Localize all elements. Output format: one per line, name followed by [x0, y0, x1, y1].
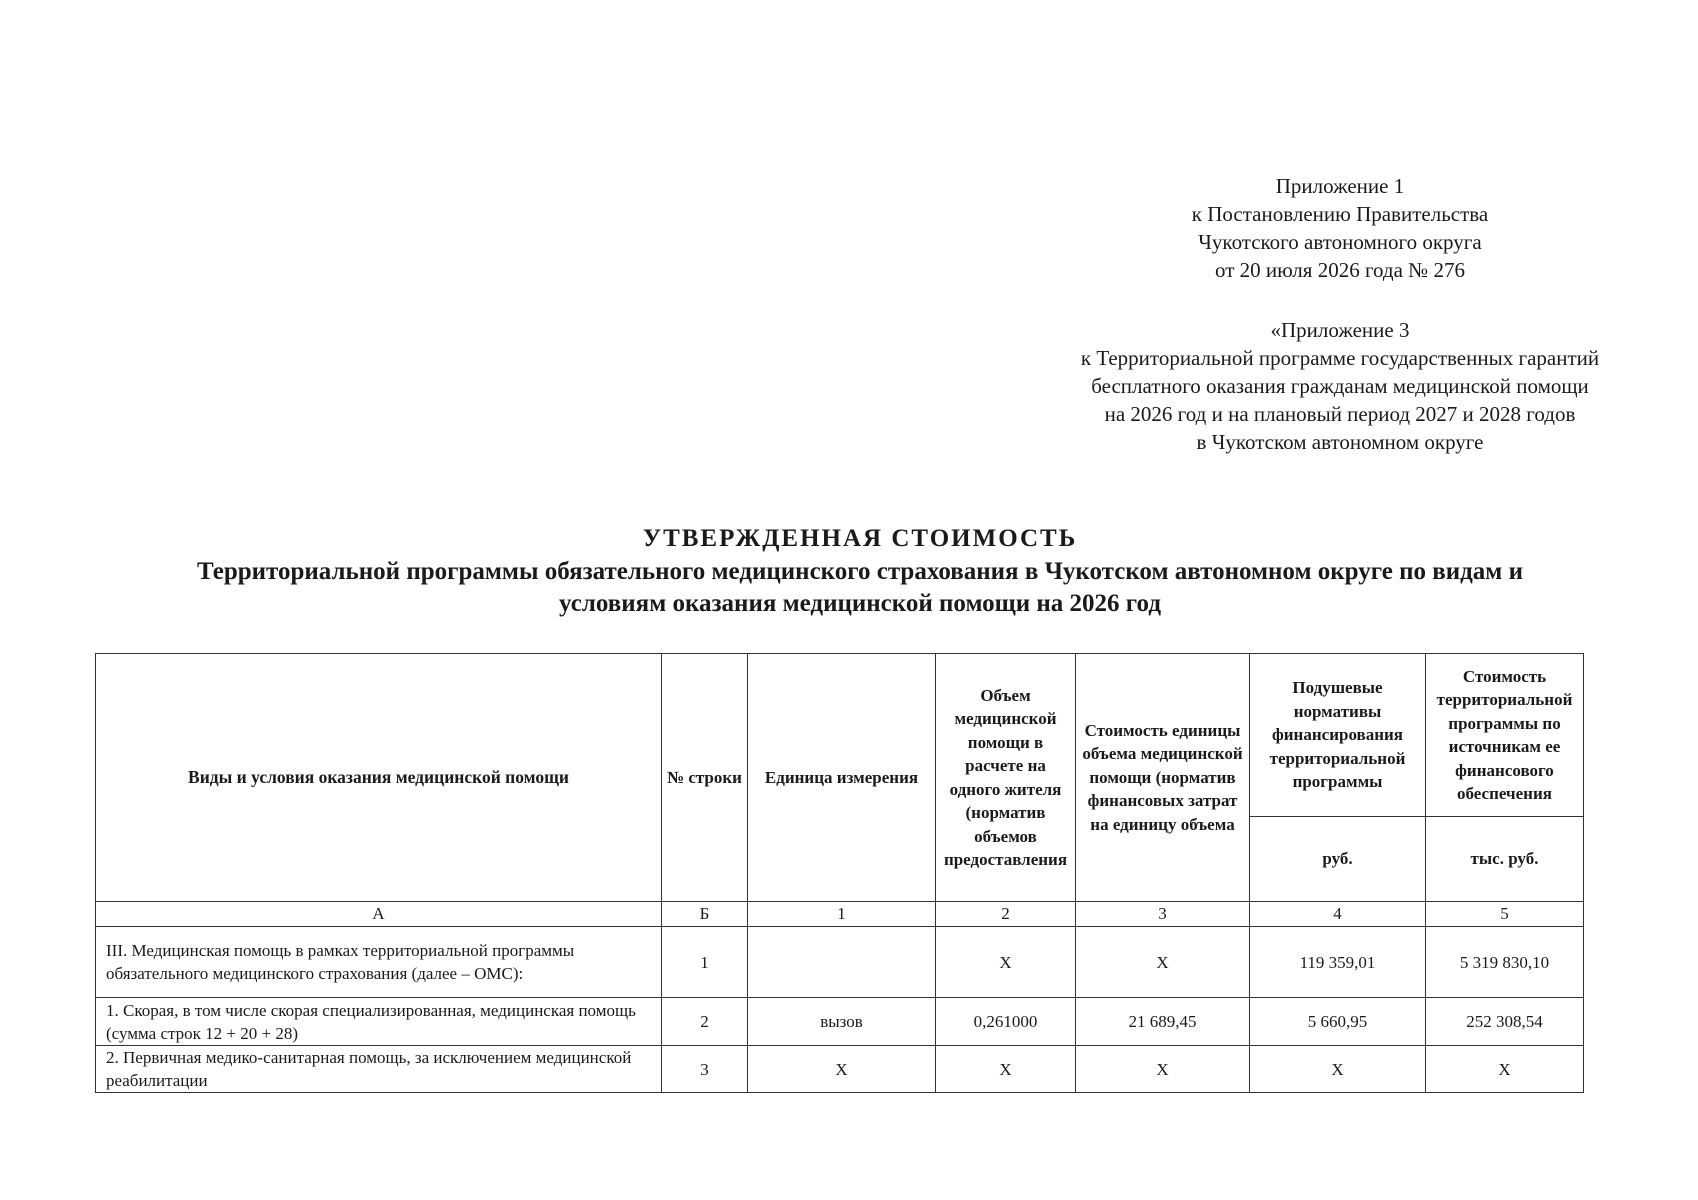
cell-volume: X	[936, 927, 1076, 998]
header-unit-cost: Стоимость единицы объема медицинской помощи (норматив финансовых затрат на единицу объема	[1076, 654, 1250, 902]
cell-total: X	[1426, 1046, 1584, 1093]
cell-name: 1. Скорая, в том числе скорая специализированная, медицинская помощь (сумма строк 12 + 20 + 28)	[96, 998, 662, 1046]
cell-name: 2. Первичная медико-санитарная помощь, за исключением медицинской реабилитации	[96, 1046, 662, 1093]
appendix-1-line: к Постановлению Правительства	[1191, 202, 1489, 226]
table-header-row	[96, 654, 1584, 817]
title-subtitle-line2: условиям оказания медицинской помощи на 2026 год	[559, 590, 1161, 617]
cell-row-number: 3	[662, 1046, 748, 1093]
table-row	[96, 1046, 1584, 1093]
column-index: Б	[662, 902, 748, 927]
appendix-1-line: Чукотского автономного округа	[1198, 230, 1482, 254]
cell-name: III. Медицинская помощь в рамках территориальной программы обязательного медицинского страхования (далее – ОМС):	[96, 927, 662, 998]
cell-per-capita: X	[1250, 1046, 1426, 1093]
cell-row-number: 1	[662, 927, 748, 998]
cell-volume: 0,261000	[936, 998, 1076, 1046]
cost-table	[95, 653, 1584, 1093]
header-name: Виды и условия оказания медицинской помощи	[96, 654, 662, 902]
cell-unit: вызов	[748, 998, 936, 1046]
table-row	[96, 998, 1584, 1046]
cell-total: 252 308,54	[1426, 998, 1584, 1046]
column-index: А	[96, 902, 662, 927]
document-title	[80, 522, 1640, 620]
cell-per-capita: 119 359,01	[1250, 927, 1426, 998]
appendix-3-line: бесплатного оказания гражданам медицинской помощи	[1091, 374, 1589, 398]
appendix-3-line: в Чукотском автономном округе	[1196, 430, 1484, 454]
title-main: УТВЕРЖДЕННАЯ СТОИМОСТЬ	[642, 525, 1078, 552]
header-per-capita: Подушевые нормативы финансирования территориальной программы	[1250, 654, 1426, 817]
column-index-row	[96, 902, 1584, 927]
appendix-3-header	[1000, 316, 1680, 456]
cell-unit: X	[748, 1046, 936, 1093]
cell-row-number: 2	[662, 998, 748, 1046]
appendix-1-header	[1130, 172, 1550, 284]
cell-unit-cost: 21 689,45	[1076, 998, 1250, 1046]
appendix-3-line: «Приложение 3	[1270, 318, 1410, 342]
cell-total: 5 319 830,10	[1426, 927, 1584, 998]
header-unit: Единица измерения	[748, 654, 936, 902]
title-subtitle-line1: Территориальной программы обязательного медицинского страхования в Чукотском автономном округе по видам и	[197, 558, 1523, 585]
header-volume: Объем медицинской помощи в расчете на одного жителя (норматив объемов предоставления	[936, 654, 1076, 902]
cell-unit-cost: X	[1076, 1046, 1250, 1093]
column-index: 3	[1076, 902, 1250, 927]
cell-unit	[748, 927, 936, 998]
column-index: 5	[1426, 902, 1584, 927]
appendix-3-line: на 2026 год и на плановый период 2027 и 2028 годов	[1104, 402, 1576, 426]
appendix-1-line: от 20 июля 2026 года № 276	[1215, 258, 1465, 282]
column-index: 2	[936, 902, 1076, 927]
cell-unit-cost: X	[1076, 927, 1250, 998]
appendix-1-line: Приложение 1	[1275, 174, 1405, 198]
cell-volume: X	[936, 1046, 1076, 1093]
header-per-capita-unit: руб.	[1250, 817, 1426, 902]
column-index: 4	[1250, 902, 1426, 927]
cell-per-capita: 5 660,95	[1250, 998, 1426, 1046]
column-index: 1	[748, 902, 936, 927]
header-row-number: № строки	[662, 654, 748, 902]
appendix-3-line: к Территориальной программе государственных гарантий	[1080, 346, 1600, 370]
header-total-unit: тыс. руб.	[1426, 817, 1584, 902]
header-total: Стоимость территориальной программы по источникам ее финансового обеспечения	[1426, 654, 1584, 817]
table-row	[96, 927, 1584, 998]
